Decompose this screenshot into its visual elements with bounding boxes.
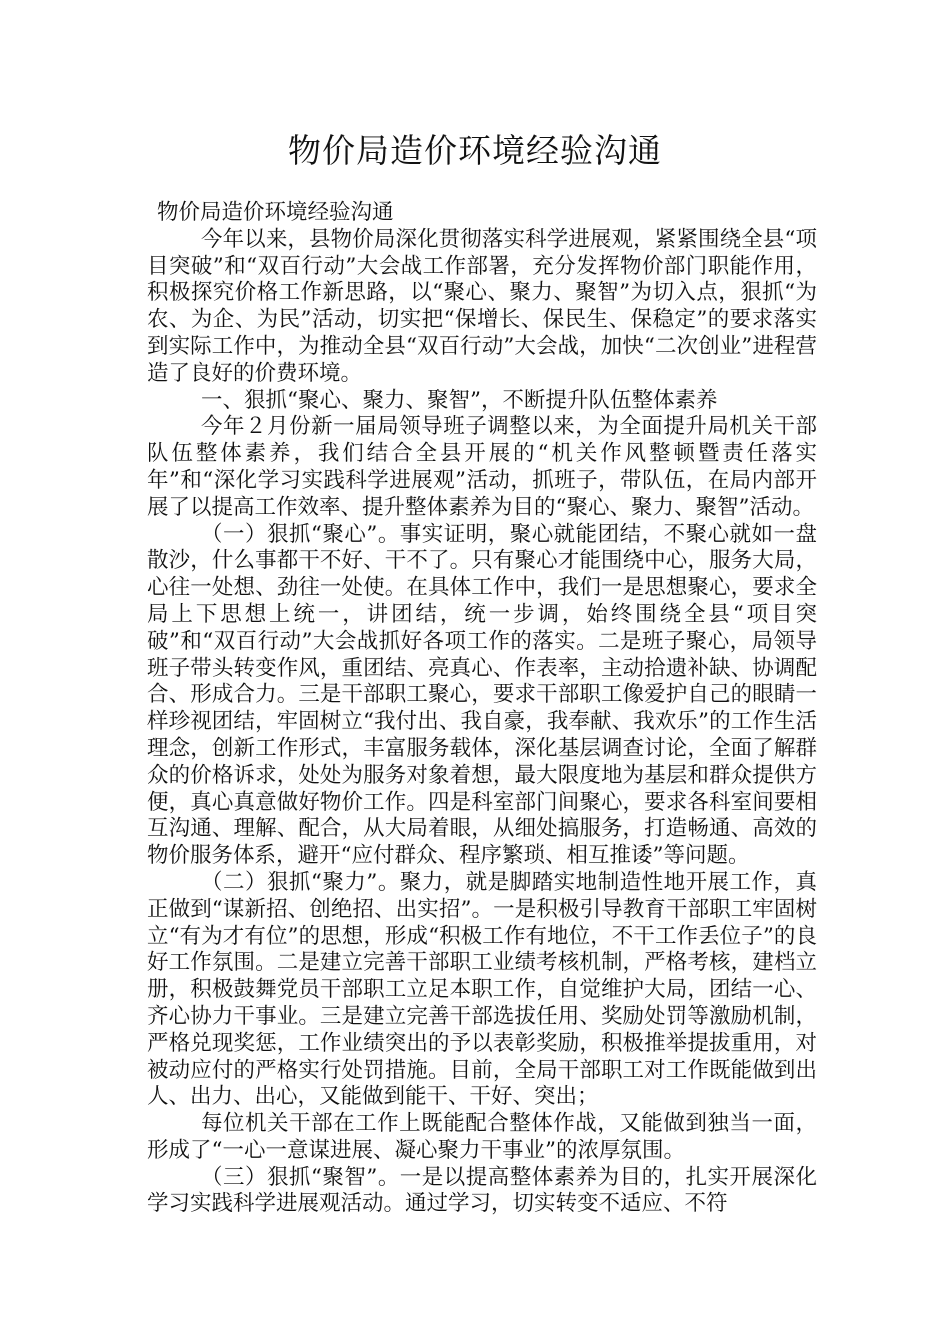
paragraph-juxin: （一）狠抓“聚心”。事实证明，聚心就能团结，不聚心就如一盘散沙，什么事都干不好、干不了。只有聚心才能围绕中心，服务大局，心往一处想、劲往一处使。在具体工作中，我们一是思想聚心，要求全局上下思想上统一，讲团结，统一步调，始终围绕全县“项目突破”和“双百行动”大会战抓好各项工作的落实。二是班子聚心，局领导班子带头转变作风，重团结、亮真心、作表率，主动拾遗补缺、协调配合、形成合力。三是干部职工聚心，要求干部职工像爱护自己的眼睛一样珍视团结，牢固树立“我付出、我自豪，我奉献、我欢乐”的工作生活理念，创新工作形式，丰富服务载体，深化基层调查讨论，全面了解群众的价格诉求，处处为服务对象着想，最大限度地为基层和群众提供方便，真心真意做好物价工作。四是科室部门间聚心，要求各科室间要相互沟通、理解、配合，从大局着眼，从细处搞服务，打造畅通、高效的物价服务体系，避开“应付群众、程序繁琐、相互推诿”等问题。 (147, 521, 817, 869)
paragraph-juzhi: （三）狠抓“聚智”。一是以提高整体素养为目的，扎实开展深化学习实践科学进展观活动。通过学习，切实转变不适应、不符 (147, 1164, 817, 1217)
paragraph-intro: 今年以来，县物价局深化贯彻落实科学进展观，紧紧围绕全县“项目突破”和“双百行动”大会战工作部署，充分发挥物价部门职能作用，积极探究价格工作新思路，以“聚心、聚力、聚智”为切入点，狠抓“为农、为企、为民”活动，切实把“保增长、保民生、保稳定”的要求落实到实际工作中，为推动全县“双百行动”大会战，加快“二次创业”进程营造了良好的价费环境。 (147, 226, 817, 386)
paragraph-section-1: 今年２月份新一届局领导班子调整以来，为全面提升局机关干部队伍整体素养，我们结合全县开展的“机关作风整顿暨责任落实年”和“深化学习实践科学进展观”活动，抓班子，带队伍，在局内部开展了以提高工作效率、提升整体素养为目的“聚心、聚力、聚智”活动。 (147, 414, 817, 520)
document-body (147, 200, 817, 1218)
paragraph-juli: （二）狠抓“聚力”。聚力，就是脚踏实地制造性地开展工作，真正做到“谋新招、创绝招、出实招”。一是积极引导教育干部职工牢固树立“有为才有位”的思想，形成“积极工作有地位，不干工作丢位子”的良好工作氛围。二是建立完善干部职工业绩考核机制，严格考核，建档立册，积极鼓舞党员干部职工立足本职工作，自觉维护大局，团结一心、齐心协力干事业。三是建立完善干部选拔任用、奖励处罚等激励机制，严格兑现奖惩，工作业绩突出的予以表彰奖励，积极推举提拔重用，对被动应付的严格实行处罚措施。目前，全局干部职工对工作既能做到出人、出力、出心，又能做到能干、干好、突出； (147, 869, 817, 1110)
document-title: 物价局造价环境经验沟通 (288, 131, 662, 170)
document-subtitle: 物价局造价环境经验沟通 (157, 200, 394, 225)
paragraph-juli-continued: 每位机关干部在工作上既能配合整体作战，又能做到独当一面，形成了“一心一意谋进展、凝心聚力干事业”的浓厚氛围。 (147, 1111, 817, 1163)
section-heading-1: 一、狠抓“聚心、聚力、聚智”，不断提升队伍整体素养 (201, 387, 718, 413)
